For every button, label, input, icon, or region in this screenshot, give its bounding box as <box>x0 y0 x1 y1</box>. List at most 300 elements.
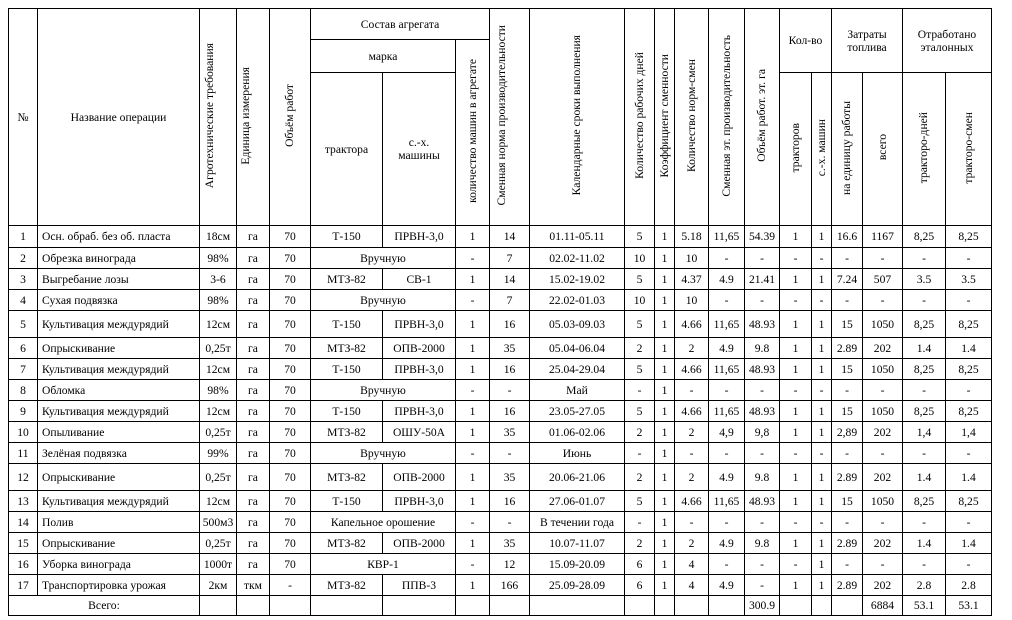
table-cell: 1 <box>812 554 832 575</box>
table-cell: га <box>237 533 270 554</box>
table-row <box>9 491 992 512</box>
header-fuel-total: всего <box>863 73 903 226</box>
table-cell: 2.89 <box>832 338 863 359</box>
table-cell: га <box>237 512 270 533</box>
row-number: 14 <box>9 512 38 533</box>
table-cell: - <box>780 380 812 401</box>
table-cell: 70 <box>270 380 311 401</box>
table-cell: 11,65 <box>709 226 745 248</box>
table-row <box>9 226 992 248</box>
total-label: Всего: <box>9 596 200 616</box>
table-cell: 11,65 <box>709 359 745 380</box>
table-cell: 05.04-06.04 <box>530 338 625 359</box>
table-cell: 1 <box>780 575 812 596</box>
operation-name: Культивация междурядий <box>38 491 200 512</box>
total-fuel: 6884 <box>863 596 903 616</box>
header-brand: марка <box>311 40 456 73</box>
table-cell: 5 <box>625 269 655 290</box>
table-cell: 16 <box>490 311 530 338</box>
table-cell: - <box>709 443 745 464</box>
table-cell: 1 <box>456 359 490 380</box>
table-cell: 70 <box>270 269 311 290</box>
table-cell: 1167 <box>863 226 903 248</box>
table-cell: 1 <box>780 226 812 248</box>
table-cell: ПРВН-3,0 <box>383 401 456 422</box>
table-cell: 15.02-19.02 <box>530 269 625 290</box>
table-cell: 0,25т <box>200 464 237 491</box>
table-cell: - <box>490 443 530 464</box>
table-row <box>9 443 992 464</box>
table-cell: 9.8 <box>745 533 780 554</box>
table-cell: - <box>903 380 946 401</box>
table-cell: 48.93 <box>745 311 780 338</box>
table-cell: 35 <box>490 338 530 359</box>
table-cell: 48.93 <box>745 491 780 512</box>
header-volume: Объём работ <box>270 9 311 226</box>
table-cell: 1 <box>655 464 675 491</box>
table-cell: - <box>780 554 812 575</box>
row-number: 16 <box>9 554 38 575</box>
table-cell: - <box>709 554 745 575</box>
total-tractor-days: 53.1 <box>903 596 946 616</box>
operation-name: Осн. обраб. без об. пласта <box>38 226 200 248</box>
table-cell: 70 <box>270 464 311 491</box>
table-cell: МТЗ-82 <box>311 533 383 554</box>
table-cell: 3-6 <box>200 269 237 290</box>
table-cell: 8,25 <box>903 311 946 338</box>
table-cell: - <box>625 512 655 533</box>
operation-name: Культивация междурядий <box>38 359 200 380</box>
table-cell: 1 <box>812 226 832 248</box>
table-cell: - <box>780 290 812 311</box>
table-cell: - <box>456 512 490 533</box>
table-cell: - <box>745 380 780 401</box>
table-cell: 5 <box>625 311 655 338</box>
total-tractor-shifts: 53.1 <box>946 596 992 616</box>
table-cell: 1050 <box>863 359 903 380</box>
table-cell: га <box>237 422 270 443</box>
table-cell: 202 <box>863 464 903 491</box>
header-calendar: Календарные сроки выполнения <box>530 9 625 226</box>
table-cell: 14 <box>490 269 530 290</box>
table-cell: 35 <box>490 422 530 443</box>
header-machine: с.-х. машины <box>383 73 456 226</box>
table-cell: 500м3 <box>200 512 237 533</box>
table-cell: Т-150 <box>311 359 383 380</box>
table-cell: 4,9 <box>709 422 745 443</box>
table-cell: 1.4 <box>903 533 946 554</box>
table-cell: 2,89 <box>832 422 863 443</box>
table-cell: - <box>863 290 903 311</box>
table-cell: 8,25 <box>946 311 992 338</box>
row-number: 9 <box>9 401 38 422</box>
table-cell: 7 <box>490 290 530 311</box>
table-cell: - <box>745 512 780 533</box>
table-cell: 5 <box>625 226 655 248</box>
table-cell: 70 <box>270 226 311 248</box>
table-cell: 4 <box>675 575 709 596</box>
table-cell: 9.8 <box>745 464 780 491</box>
table-cell: 8,25 <box>946 401 992 422</box>
header-composition: Состав агрегата <box>311 9 490 40</box>
table-cell: 70 <box>270 491 311 512</box>
table-cell: - <box>832 512 863 533</box>
table-cell: 1 <box>655 380 675 401</box>
table-cell: 48.93 <box>745 359 780 380</box>
table-cell: 1050 <box>863 491 903 512</box>
table-cell: 1 <box>780 311 812 338</box>
operation-name: Опрыскивание <box>38 464 200 491</box>
table-cell: 2.8 <box>903 575 946 596</box>
table-cell: 1 <box>655 443 675 464</box>
header-shift-coef: Коэффициент сменности <box>655 9 675 226</box>
header-volume-et: Объём работ. эт. га <box>745 9 780 226</box>
table-cell: - <box>675 443 709 464</box>
table-cell: - <box>863 380 903 401</box>
table-cell: - <box>456 290 490 311</box>
table-cell: 1 <box>812 422 832 443</box>
table-cell: 12см <box>200 311 237 338</box>
table-cell: 1 <box>780 533 812 554</box>
table-cell: 3.5 <box>903 269 946 290</box>
table-cell: Т-150 <box>311 491 383 512</box>
row-number: 12 <box>9 464 38 491</box>
table-cell: 16 <box>490 359 530 380</box>
table-cell: 70 <box>270 422 311 443</box>
row-number: 17 <box>9 575 38 596</box>
table-cell: 1 <box>456 226 490 248</box>
table-cell: 4 <box>675 554 709 575</box>
table-cell: 1050 <box>863 311 903 338</box>
operation-name: Культивация междурядий <box>38 401 200 422</box>
row-number: 10 <box>9 422 38 443</box>
table-row <box>9 575 992 596</box>
table-cell: 23.05-27.05 <box>530 401 625 422</box>
header-shift-norm: Сменная норма производительности <box>490 9 530 226</box>
table-cell: - <box>745 290 780 311</box>
table-cell: - <box>780 443 812 464</box>
table-cell: - <box>832 554 863 575</box>
table-cell: - <box>490 380 530 401</box>
table-cell: - <box>832 443 863 464</box>
table-cell: 1 <box>655 491 675 512</box>
table-cell: ткм <box>237 575 270 596</box>
table-cell: 1 <box>456 533 490 554</box>
table-cell: - <box>812 380 832 401</box>
header-count-group: Кол-во <box>780 9 832 73</box>
total-row <box>9 596 992 616</box>
table-cell: 1 <box>812 359 832 380</box>
table-cell: 12см <box>200 401 237 422</box>
table-cell: - <box>675 512 709 533</box>
table-cell: 1 <box>812 401 832 422</box>
table-cell: 1 <box>812 491 832 512</box>
table-cell: 1 <box>780 338 812 359</box>
table-cell: - <box>946 290 992 311</box>
table-cell: га <box>237 248 270 269</box>
table-cell: га <box>237 380 270 401</box>
table-cell: - <box>903 554 946 575</box>
table-cell: га <box>237 443 270 464</box>
table-cell: 16.6 <box>832 226 863 248</box>
table-cell: 70 <box>270 359 311 380</box>
operation-name: Опрыскивание <box>38 338 200 359</box>
table-cell: 507 <box>863 269 903 290</box>
table-cell: 15 <box>832 491 863 512</box>
table-cell: 48.93 <box>745 401 780 422</box>
table-cell: 1 <box>655 533 675 554</box>
operation-name: Обломка <box>38 380 200 401</box>
row-number: 7 <box>9 359 38 380</box>
row-number: 4 <box>9 290 38 311</box>
row-number: 2 <box>9 248 38 269</box>
header-worked-group: Отработано эталонных <box>903 9 992 73</box>
table-cell: 4.9 <box>709 575 745 596</box>
header-norm-shifts: Количество норм-смен <box>675 9 709 226</box>
table-cell: 1 <box>456 311 490 338</box>
table-row <box>9 512 992 533</box>
header-tractor-days: тракторо-дней <box>903 73 946 226</box>
table-cell: 70 <box>270 401 311 422</box>
table-cell: - <box>863 443 903 464</box>
row-number: 3 <box>9 269 38 290</box>
table-cell: 4.66 <box>675 359 709 380</box>
operation-name: Сухая подвязка <box>38 290 200 311</box>
table-cell: 20.06-21.06 <box>530 464 625 491</box>
table-cell: 70 <box>270 554 311 575</box>
table-cell: га <box>237 464 270 491</box>
table-cell: - <box>863 512 903 533</box>
table-cell: 1 <box>812 311 832 338</box>
table-cell: 6 <box>625 554 655 575</box>
row-number: 11 <box>9 443 38 464</box>
header-unit: Единица измерения <box>237 9 270 226</box>
table-cell: 8,25 <box>946 491 992 512</box>
table-cell: 5 <box>625 401 655 422</box>
table-cell: 98% <box>200 380 237 401</box>
table-cell: 70 <box>270 443 311 464</box>
table-cell: 22.02-01.03 <box>530 290 625 311</box>
table-cell: - <box>903 443 946 464</box>
operations-table <box>8 8 992 616</box>
table-cell: ПРВН-3,0 <box>383 311 456 338</box>
table-cell: 1 <box>655 359 675 380</box>
table-cell: 1 <box>812 575 832 596</box>
table-cell: 99% <box>200 443 237 464</box>
table-cell: Вручную <box>311 380 456 401</box>
header-work-days: Количество рабочих дней <box>625 9 655 226</box>
table-cell: 0,25т <box>200 422 237 443</box>
table-cell: - <box>832 248 863 269</box>
table-cell: 2 <box>625 422 655 443</box>
table-cell: СВ-1 <box>383 269 456 290</box>
table-cell: Вручную <box>311 248 456 269</box>
table-cell: 8,25 <box>903 226 946 248</box>
header-num: № <box>9 9 38 226</box>
header-tractor-shifts: тракторо-смен <box>946 73 992 226</box>
table-cell: 1 <box>655 248 675 269</box>
table-cell: 1 <box>456 464 490 491</box>
table-cell: 1 <box>780 491 812 512</box>
table-cell: 15 <box>832 401 863 422</box>
table-cell: 2.89 <box>832 575 863 596</box>
operation-name: Зелёная подвязка <box>38 443 200 464</box>
table-cell: ПРВН-3,0 <box>383 491 456 512</box>
table-cell: - <box>863 248 903 269</box>
table-cell: 98% <box>200 248 237 269</box>
table-cell: ОШУ-50А <box>383 422 456 443</box>
table-cell: Вручную <box>311 443 456 464</box>
table-cell: 21.41 <box>745 269 780 290</box>
table-cell: га <box>237 290 270 311</box>
table-cell: 1 <box>655 512 675 533</box>
operation-name: Опрыскивание <box>38 533 200 554</box>
table-cell: - <box>946 248 992 269</box>
table-cell: 10.07-11.07 <box>530 533 625 554</box>
table-cell: - <box>625 443 655 464</box>
table-row <box>9 380 992 401</box>
table-cell: - <box>456 380 490 401</box>
table-cell: ОПВ-2000 <box>383 338 456 359</box>
table-cell: - <box>903 512 946 533</box>
table-cell: 4.66 <box>675 491 709 512</box>
table-cell: 1 <box>456 269 490 290</box>
table-cell: 202 <box>863 422 903 443</box>
table-cell: 3.5 <box>946 269 992 290</box>
row-number: 15 <box>9 533 38 554</box>
total-volume-et: 300.9 <box>745 596 780 616</box>
table-cell: 11,65 <box>709 401 745 422</box>
header-machines: с.-х. машин <box>812 73 832 226</box>
table-cell: 1000т <box>200 554 237 575</box>
table-body <box>9 226 992 596</box>
table-cell: 2.89 <box>832 464 863 491</box>
table-cell: 1 <box>456 422 490 443</box>
table-cell: - <box>812 443 832 464</box>
table-cell: 1 <box>456 401 490 422</box>
table-cell: га <box>237 359 270 380</box>
table-cell: 7.24 <box>832 269 863 290</box>
table-cell: 8,25 <box>903 401 946 422</box>
table-cell: 4.66 <box>675 311 709 338</box>
table-cell: МТЗ-82 <box>311 422 383 443</box>
table-row <box>9 248 992 269</box>
table-row <box>9 533 992 554</box>
header-name: Название операции <box>38 9 200 226</box>
table-cell: 1.4 <box>946 338 992 359</box>
table-cell: 5 <box>625 491 655 512</box>
header-fuel-unit: на единицу работы <box>832 73 863 226</box>
table-cell: - <box>709 290 745 311</box>
table-cell: 15 <box>832 359 863 380</box>
table-cell: 1 <box>456 491 490 512</box>
table-row <box>9 422 992 443</box>
table-cell: 4.9 <box>709 269 745 290</box>
table-cell: 1,4 <box>903 422 946 443</box>
table-cell: 25.04-29.04 <box>530 359 625 380</box>
table-cell: 1.4 <box>903 338 946 359</box>
table-cell: 6 <box>625 575 655 596</box>
table-cell: ОПВ-2000 <box>383 464 456 491</box>
table-cell: 202 <box>863 533 903 554</box>
table-cell: Т-150 <box>311 401 383 422</box>
table-cell: - <box>812 248 832 269</box>
table-row <box>9 401 992 422</box>
table-cell: га <box>237 491 270 512</box>
table-cell: 1 <box>780 359 812 380</box>
table-row <box>9 464 992 491</box>
table-cell: га <box>237 226 270 248</box>
table-cell: 35 <box>490 464 530 491</box>
table-cell: МТЗ-82 <box>311 338 383 359</box>
table-cell: 1050 <box>863 401 903 422</box>
table-cell: 1 <box>655 401 675 422</box>
table-cell: 70 <box>270 290 311 311</box>
table-row <box>9 338 992 359</box>
table-cell: ППВ-3 <box>383 575 456 596</box>
header-fuel-group: Затраты топлива <box>832 9 903 73</box>
table-cell: 0,25т <box>200 533 237 554</box>
table-cell: 1 <box>655 338 675 359</box>
table-cell: 01.06-02.06 <box>530 422 625 443</box>
table-cell: 2 <box>675 464 709 491</box>
table-cell: - <box>745 443 780 464</box>
table-row <box>9 269 992 290</box>
table-cell: 202 <box>863 338 903 359</box>
table-cell: 1 <box>780 464 812 491</box>
table-cell: 1,4 <box>946 422 992 443</box>
row-number: 8 <box>9 380 38 401</box>
table-cell: 1 <box>780 269 812 290</box>
table-cell: 1 <box>812 464 832 491</box>
table-cell: В течении года <box>530 512 625 533</box>
operation-name: Опыливание <box>38 422 200 443</box>
table-cell: - <box>903 290 946 311</box>
table-cell: КВР-1 <box>311 554 456 575</box>
table-cell: 1 <box>456 338 490 359</box>
table-cell: 1.4 <box>946 533 992 554</box>
table-cell: - <box>625 380 655 401</box>
table-cell: ОПВ-2000 <box>383 533 456 554</box>
row-number: 1 <box>9 226 38 248</box>
table-cell: га <box>237 338 270 359</box>
table-cell: Т-150 <box>311 226 383 248</box>
table-cell: 1.4 <box>946 464 992 491</box>
table-cell: 1 <box>655 226 675 248</box>
table-cell: - <box>745 575 780 596</box>
table-cell: 4.66 <box>675 401 709 422</box>
table-cell: га <box>237 554 270 575</box>
table-cell: 25.09-28.09 <box>530 575 625 596</box>
table-cell: 5.18 <box>675 226 709 248</box>
table-cell: 15 <box>832 311 863 338</box>
table-cell: 1.4 <box>903 464 946 491</box>
table-cell: 2 <box>675 533 709 554</box>
table-cell: 1 <box>655 311 675 338</box>
table-cell: 1 <box>655 290 675 311</box>
table-cell: 1 <box>456 575 490 596</box>
header-agro: Агротехнические требования <box>200 9 237 226</box>
table-cell: - <box>946 512 992 533</box>
table-cell: 1 <box>780 401 812 422</box>
table-cell: га <box>237 401 270 422</box>
table-cell: 02.02-11.02 <box>530 248 625 269</box>
table-cell: - <box>675 380 709 401</box>
table-cell: 16 <box>490 491 530 512</box>
table-cell: га <box>237 269 270 290</box>
table-cell: 202 <box>863 575 903 596</box>
table-cell: 9.8 <box>745 338 780 359</box>
